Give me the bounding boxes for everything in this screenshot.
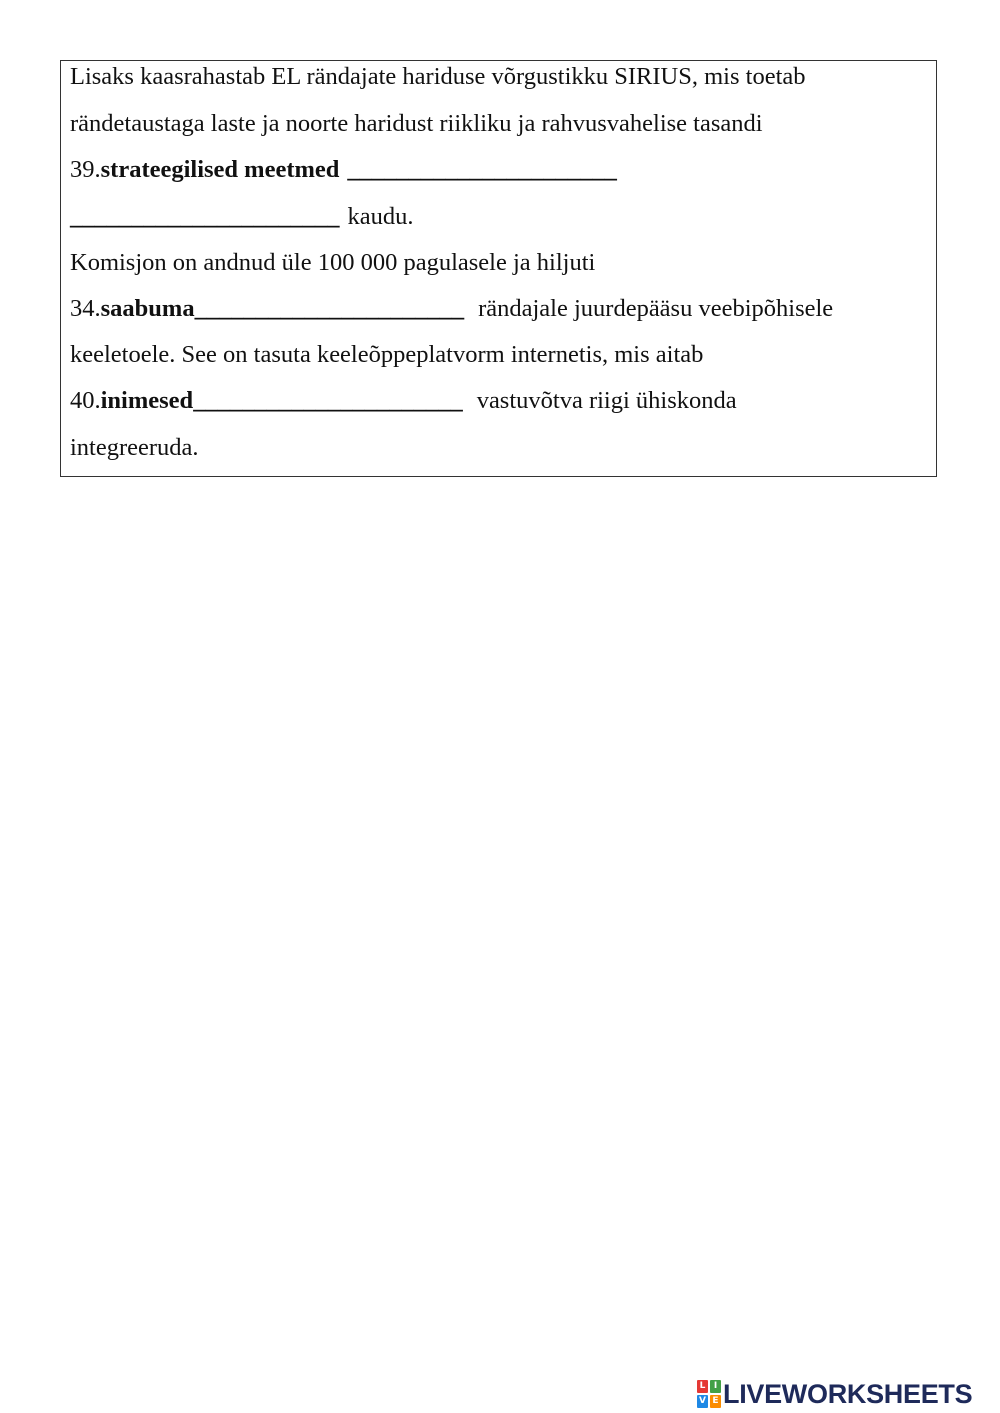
question-40-number: 40. (70, 387, 101, 414)
question-34-line (70, 294, 833, 324)
worksheet-text-box (60, 60, 937, 477)
question-34-after-text: rändajale juurdepääsu veebipõhisele (478, 295, 834, 322)
question-40-line (70, 386, 737, 416)
question-39-after-text: kaudu. (347, 203, 414, 230)
question-39-answer-blank-2[interactable]: ______________________ (70, 203, 340, 230)
question-40-word: inimesed (100, 387, 194, 414)
logo-icon-letter-e: E (710, 1395, 721, 1408)
question-39-line (70, 155, 617, 185)
question-34-answer-blank[interactable]: ______________________ (194, 295, 465, 322)
question-40-after-text: vastuvõtva riigi ühiskonda (476, 387, 737, 414)
question-39-number: 39. (70, 156, 101, 183)
liveworksheets-logo (697, 1378, 972, 1410)
paragraph-line-9: integreeruda. (70, 434, 199, 461)
question-40-answer-blank[interactable]: ______________________ (193, 387, 463, 414)
paragraph-line-2: rändetaustaga laste ja noorte haridust riikliku ja rahvusvahelise tasandi (70, 110, 763, 137)
liveworksheets-logo-text: LIVEWORKSHEETS (723, 1378, 973, 1409)
liveworksheets-logo-icon (697, 1380, 721, 1408)
question-34-word: saabuma (100, 295, 195, 322)
paragraph-line-7: keeletoele. See on tasuta keeleõppeplatvorm internetis, mis aitab (70, 341, 704, 368)
paragraph-line-5: Komisjon on andnud üle 100 000 pagulasele ja hiljuti (70, 249, 596, 276)
logo-icon-letter-l: L (697, 1380, 708, 1393)
question-39-word: strateegilised meetmed (100, 156, 340, 183)
logo-icon-letter-i: I (710, 1380, 721, 1393)
question-34-number: 34. (70, 295, 101, 322)
question-39-continuation (70, 202, 414, 232)
paragraph-line-1: Lisaks kaasrahastab EL rändajate hariduse võrgustikku SIRIUS, mis toetab (70, 63, 806, 90)
logo-icon-letter-v: V (697, 1395, 708, 1408)
question-39-answer-blank-1[interactable]: ______________________ (347, 156, 617, 183)
